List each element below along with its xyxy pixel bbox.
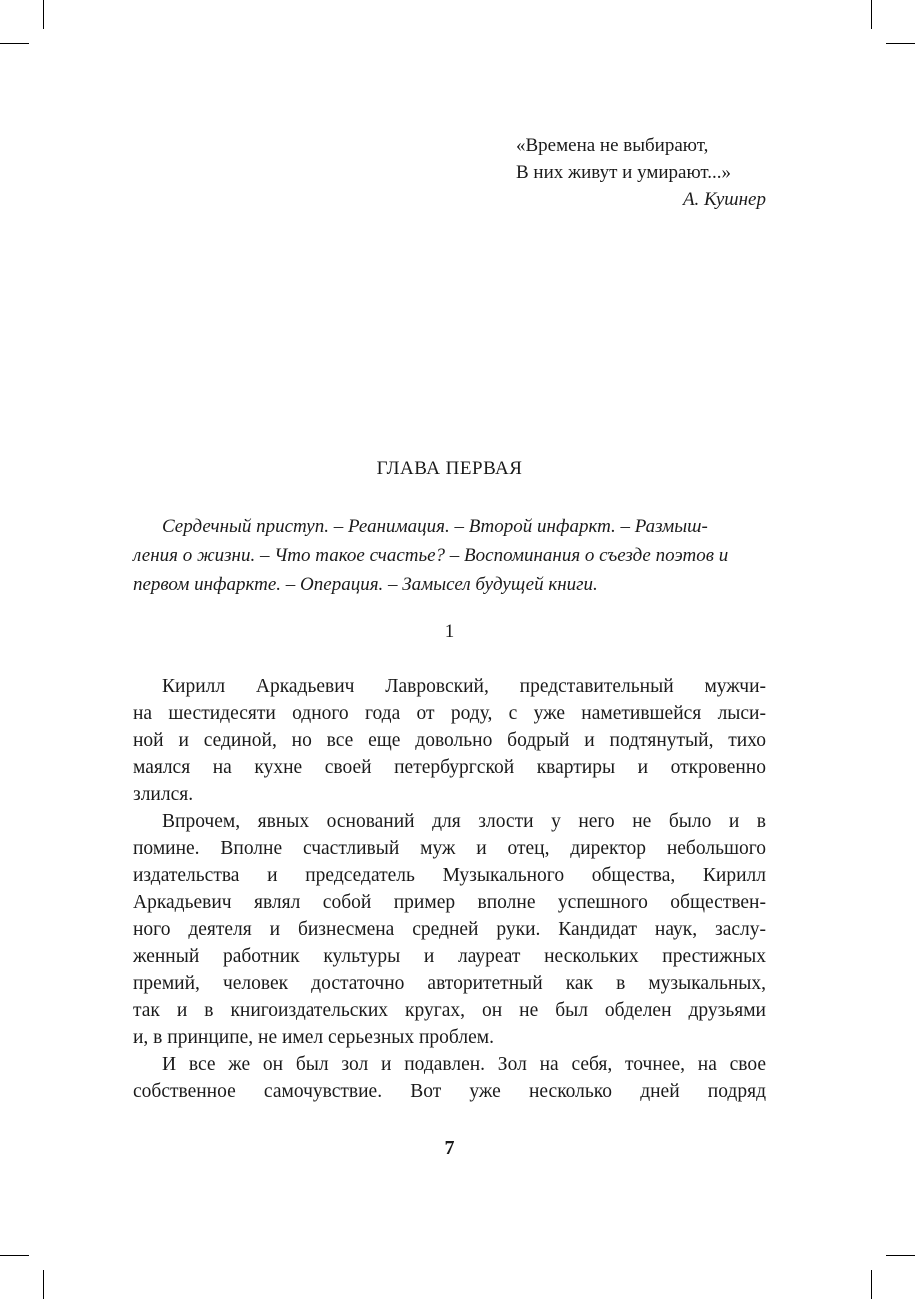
body-line: премий, человек достаточно авторитетный как в музыкальных,: [133, 973, 766, 994]
body-line: на шестидесяти одного года от роду, с уже наметившейся лыси-: [133, 703, 766, 724]
body-line: помине. Вполне счастливый муж и отец, директор небольшого: [133, 838, 766, 859]
body-line: злился.: [133, 784, 194, 805]
body-line: так и в книгоиздательских кругах, он не был обделен друзьями: [133, 1000, 766, 1021]
body-line: и, в принципе, не имел серьезных проблем.: [133, 1027, 494, 1048]
section-number: 1: [444, 621, 455, 642]
body-line: собственное самочувствие. Вот уже несколько дней подряд: [133, 1081, 766, 1102]
epigraph: [516, 132, 776, 213]
summary-line: ления о жизни. – Что такое счастье? – Воспоминания о съезде поэтов и: [133, 545, 729, 566]
body-line: Кирилл Аркадьевич Лавровский, представительный мужчи-: [162, 676, 766, 697]
crop-mark-bottom-left-vertical: [43, 1270, 44, 1299]
epigraph-author: А. Кушнер: [682, 189, 766, 210]
summary-line: первом инфаркте. – Операция. – Замысел будущей книги.: [133, 574, 598, 595]
body-line: Впрочем, явных оснований для злости у него не было и в: [162, 811, 766, 832]
body-line: женный работник культуры и лауреат нескольких престижных: [133, 946, 766, 967]
crop-mark-top-right-vertical: [871, 0, 872, 29]
body-line: ной и сединой, но все еще довольно бодрый и подтянутый, тихо: [133, 730, 766, 751]
body-line: Аркадьевич являл собой пример вполне успешного обществен-: [133, 892, 766, 913]
crop-mark-bottom-right-vertical: [871, 1270, 872, 1299]
crop-mark-top-right-horizontal: [886, 43, 915, 44]
chapter-title: ГЛАВА ПЕРВАЯ: [376, 458, 523, 479]
body-line: издательства и председатель Музыкального общества, Кирилл: [133, 865, 766, 886]
body-text: [133, 673, 766, 1105]
crop-mark-top-left-horizontal: [0, 43, 29, 44]
page-number: 7: [444, 1137, 455, 1159]
crop-mark-top-left-vertical: [43, 0, 44, 29]
crop-mark-bottom-left-horizontal: [0, 1255, 29, 1256]
summary-line: Сердечный приступ. – Реанимация. – Второй инфаркт. – Размыш-: [162, 516, 708, 537]
body-line: маялся на кухне своей петербургской квартиры и откровенно: [133, 757, 766, 778]
crop-mark-bottom-right-horizontal: [886, 1255, 915, 1256]
epigraph-line: «Времена не выбирают,: [516, 135, 709, 156]
chapter-summary: [133, 512, 766, 599]
body-line: И все же он был зол и подавлен. Зол на себя, точнее, на свое: [162, 1054, 766, 1075]
epigraph-line: В них живут и умирают...»: [516, 162, 732, 183]
body-line: ного деятеля и бизнесмена средней руки. Кандидат наук, заслу-: [133, 919, 766, 940]
